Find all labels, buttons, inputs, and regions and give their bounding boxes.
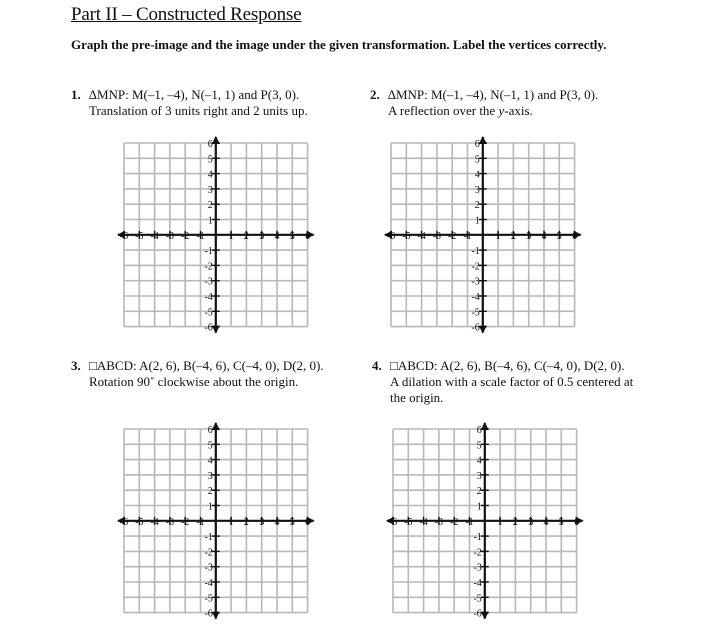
coordinate-grid-2[interactable]	[383, 135, 583, 340]
y-tick-label: 4	[207, 169, 213, 181]
y-tick-label: -3	[473, 562, 482, 574]
y-tick-label: 2	[476, 486, 482, 498]
problem-number: 2.	[370, 87, 380, 102]
problem-1	[71, 87, 351, 121]
x-tick-label: -1	[463, 230, 472, 242]
y-tick-label: 6	[474, 138, 480, 150]
x-tick-label: 4	[274, 516, 280, 528]
instructions: Graph the pre-image and the image under the given transformation. Label the vertices correctly.	[71, 37, 607, 52]
y-tick-label: 6	[476, 424, 482, 436]
x-tick-label: 4	[543, 516, 549, 528]
problem-statement: □ABCD: A(2, 6), B(–4, 6), C(–4, 0), D(2, 0).	[89, 358, 324, 373]
x-tick-label: 4	[274, 230, 280, 242]
x-tick-label: 1	[495, 230, 501, 242]
x-tick-label: -1	[196, 230, 205, 242]
problem-2	[370, 87, 650, 121]
y-tick-label: -1	[471, 246, 480, 258]
y-tick-label: 1	[474, 215, 480, 227]
x-tick-label: 2	[243, 516, 249, 528]
x-tick-label: 3	[526, 230, 532, 242]
x-tick-label: 3	[528, 516, 534, 528]
x-tick-label: -5	[404, 516, 413, 528]
x-tick-label: -5	[402, 230, 411, 242]
y-tick-label: -3	[204, 276, 213, 288]
y-tick-label: -4	[204, 577, 213, 589]
x-tick-label: -3	[434, 516, 444, 528]
problem-description: Translation of 3 units right and 2 units up.	[89, 103, 308, 118]
y-tick-label: 2	[207, 200, 213, 212]
problem-number: 3.	[71, 358, 81, 373]
x-tick-label: 3	[259, 230, 265, 242]
grid-svg	[116, 421, 316, 621]
x-tick-label: 1	[228, 230, 234, 242]
y-tick-label: -1	[204, 246, 213, 258]
y-tick-label: 3	[207, 470, 213, 482]
x-tick-label: 5	[289, 516, 295, 528]
y-tick-label: 3	[476, 470, 482, 482]
problem-number: 4.	[372, 358, 382, 373]
x-tick-label: 4	[541, 230, 547, 242]
y-tick-label: 6	[207, 424, 213, 436]
y-tick-label: -4	[471, 291, 480, 303]
y-tick-label: 5	[207, 154, 213, 166]
grid-svg	[116, 135, 316, 335]
x-tick-label: 1	[228, 516, 234, 528]
problem-4	[372, 358, 662, 408]
y-tick-label: 4	[207, 455, 213, 467]
problem-statement: ∆MNP: M(–1, –4), N(–1, 1) and P(3, 0).	[89, 87, 300, 102]
y-tick-label: -5	[204, 307, 213, 319]
problem-description: Rotation 90˚ clockwise about the origin.	[89, 374, 299, 389]
x-tick-label: -1	[196, 516, 205, 528]
grid-svg	[383, 135, 583, 335]
x-tick-label: -1	[465, 516, 474, 528]
y-tick-label: 4	[474, 169, 480, 181]
problem-statement: ∆MNP: M(–1, –4), N(–1, 1) and P(3, 0).	[388, 87, 599, 102]
x-tick-label: -6	[119, 230, 129, 242]
x-tick-label: -2	[181, 230, 190, 242]
y-tick-label: 3	[207, 184, 213, 196]
y-tick-label: 4	[476, 455, 482, 467]
y-tick-label: -2	[204, 261, 213, 273]
x-tick-label: -3	[165, 230, 175, 242]
y-tick-label: 2	[207, 486, 213, 498]
coordinate-grid-3[interactable]	[116, 421, 316, 626]
coordinate-grid-1[interactable]	[116, 135, 316, 340]
x-tick-label: -2	[181, 516, 190, 528]
x-tick-label: -4	[419, 516, 428, 528]
y-tick-label: -2	[471, 261, 480, 273]
y-tick-label: 5	[476, 440, 482, 452]
problem-3	[71, 358, 361, 392]
y-tick-label: -5	[471, 307, 480, 319]
page-title: Part II – Constructed Response	[71, 4, 302, 25]
y-tick-label: -6	[471, 322, 480, 334]
x-tick-label: -2	[448, 230, 457, 242]
y-tick-label: -4	[473, 577, 482, 589]
x-tick-label: 6	[305, 516, 311, 528]
x-tick-label: -3	[165, 516, 175, 528]
x-tick-label: 2	[512, 516, 518, 528]
problem-number: 1.	[71, 87, 81, 102]
x-tick-label: -5	[135, 230, 144, 242]
x-tick-label: 6	[305, 230, 311, 242]
x-tick-label: 1	[497, 516, 503, 528]
y-tick-label: 2	[474, 200, 480, 212]
y-tick-label: -2	[473, 547, 482, 559]
x-tick-label: 2	[243, 230, 249, 242]
y-tick-label: -3	[471, 276, 480, 288]
y-tick-label: -5	[473, 593, 482, 605]
y-tick-label: 1	[207, 215, 213, 227]
x-tick-label: -4	[150, 230, 159, 242]
y-tick-label: -2	[204, 547, 213, 559]
x-tick-label: -3	[432, 230, 442, 242]
x-tick-label: 5	[289, 230, 295, 242]
problem-statement: □ABCD: A(2, 6), B(–4, 6), C(–4, 0), D(2, 0).	[390, 358, 625, 373]
x-tick-label: -2	[450, 516, 459, 528]
x-tick-label: 6	[574, 516, 580, 528]
y-tick-label: -6	[204, 608, 213, 620]
problem-description: A dilation with a scale factor of 0.5 centered at the origin.	[390, 374, 634, 405]
y-tick-label: -4	[204, 291, 213, 303]
y-tick-label: -1	[204, 532, 213, 544]
y-tick-label: -6	[473, 608, 482, 620]
y-tick-label: 5	[474, 154, 480, 166]
coordinate-grid-4[interactable]	[385, 421, 585, 626]
x-tick-label: -6	[386, 230, 396, 242]
y-tick-label: 3	[474, 184, 480, 196]
x-tick-label: 5	[556, 230, 562, 242]
y-tick-label: -5	[204, 593, 213, 605]
x-tick-label: -4	[150, 516, 159, 528]
y-tick-label: -1	[473, 532, 482, 544]
y-tick-label: 1	[476, 501, 482, 513]
y-tick-label: 6	[207, 138, 213, 150]
y-tick-label: -6	[204, 322, 213, 334]
x-tick-label: -6	[388, 516, 398, 528]
x-tick-label: 2	[510, 230, 516, 242]
x-tick-label: -6	[119, 516, 129, 528]
x-tick-label: 5	[558, 516, 564, 528]
x-tick-label: 6	[572, 230, 578, 242]
y-tick-label: 1	[207, 501, 213, 513]
y-tick-label: -3	[204, 562, 213, 574]
x-tick-label: -5	[135, 516, 144, 528]
y-tick-label: 5	[207, 440, 213, 452]
x-tick-label: -4	[417, 230, 426, 242]
problem-description: A reflection over the y-axis.	[388, 103, 533, 118]
x-tick-label: 3	[259, 516, 265, 528]
grid-svg	[385, 421, 585, 621]
